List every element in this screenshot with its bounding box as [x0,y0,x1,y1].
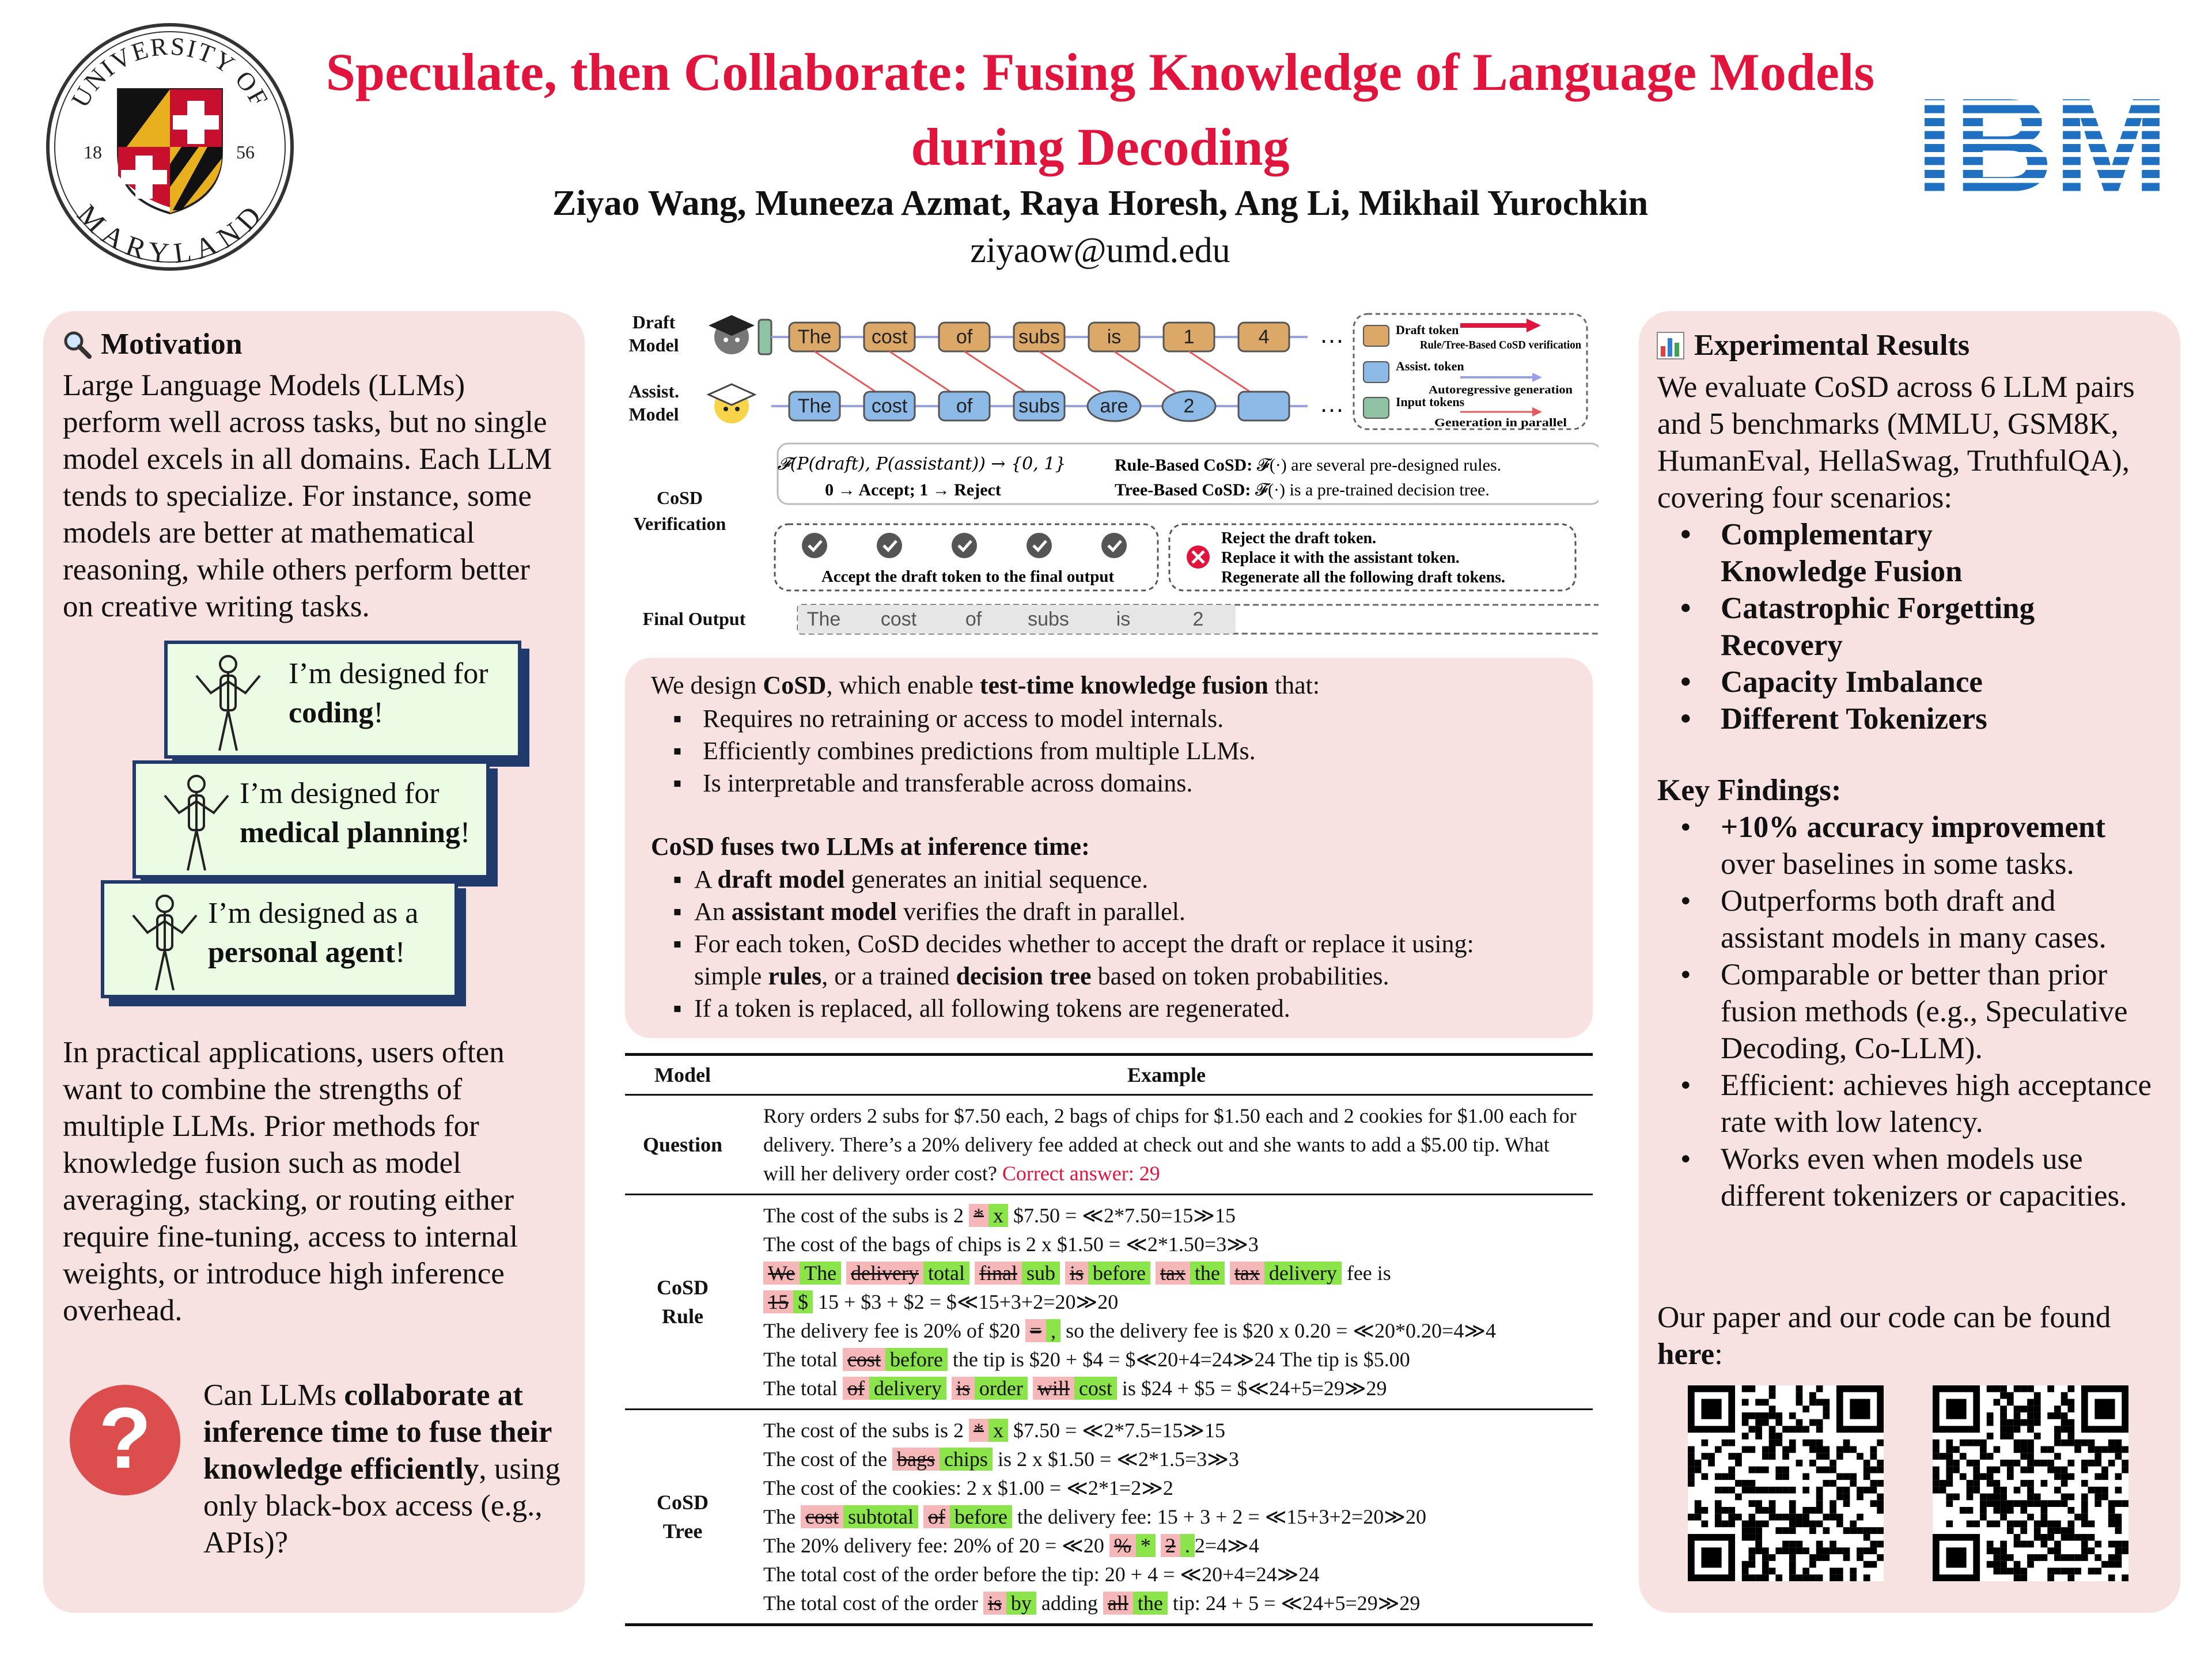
cosd-tree-label: CoSD Tree [625,1410,740,1625]
reject-x-icon [1187,546,1210,569]
results-intro [1657,369,2164,516]
draft-token [1089,323,1139,351]
rule-line: The cost of the bags of chips is 2 x $1.50 = ≪2*1.50=3≫3 [763,1233,1259,1256]
motivation-panel [43,311,585,1613]
design-intro-cosd: CoSD [763,671,827,699]
rule-line: The total of delivery is order will cost is $24 + $5 = $≪24+5=29≫29 [763,1377,1387,1400]
col-model: Model [625,1055,740,1095]
question-row [625,1095,1593,1195]
cosd-rule-row [625,1195,1593,1410]
practical-line: In practical applications, users often [63,1036,505,1069]
design-bullet: ▪ Efficiently combines predictions from multiple LLMs. [651,735,1584,767]
contact-email[interactable]: ziyaow@umd.edu [970,231,1230,270]
legend-verification: Rule/Tree-Based CoSD verification [1420,339,1581,351]
card-specialty: medical planning [240,816,460,849]
final-token: cost [880,608,917,630]
rule-based-text: 𝓕(·) are several pre-designed rules. [1252,456,1502,475]
check-icon [1027,533,1052,558]
specialist-card-agent [101,880,458,998]
reject-line: Replace it with the assistant token. [1221,549,1460,567]
paper-line: Our paper and our code can be found [1657,1301,2111,1334]
assist-token [789,392,840,421]
scenario-item: • Different Tokenizers [1657,700,2164,737]
cosd-rule-example [740,1195,1593,1410]
tree-line: The cost subtotal of before the delivery fee: 15 + 3 + 2 = ≪15+3+2=20≫20 [763,1505,1426,1528]
check-icon [802,533,827,558]
reject-line: Reject the draft token. [1221,529,1377,547]
code-qr-code[interactable] [1933,1385,2128,1581]
finding-item: • +10% accuracy improvement over baselines in some tasks. [1657,809,2164,882]
assist-token [939,392,990,421]
mannequin-icon [147,772,245,876]
practical-line: require fine-tuning, access to internal [63,1220,518,1253]
legend-autoregressive: Autoregressive generation [1429,384,1573,396]
ibm-logo [1912,92,2172,196]
svg-text:The: The [797,395,832,417]
intro-line: reasoning, while others perform better [63,553,530,586]
legend-input: Input tokens [1396,395,1465,409]
svg-text:cost: cost [871,326,908,348]
svg-text:of: of [956,326,973,348]
seal-text-bottom: MARYLAND [71,198,269,270]
card-text: I’m designed for [240,777,440,810]
svg-text:subs: subs [1018,395,1060,417]
svg-text:1: 1 [1183,326,1195,348]
design-bullet: ▪ Is interpretable and transferable across domains. [651,767,1584,800]
card-punct: ! [460,816,471,849]
tree-line: The total cost of the order is by adding all the tip: 24 + 5 = ≪24+5=29≫29 [763,1592,1421,1615]
final-token: of [965,608,982,630]
draft-token [939,323,990,351]
legend-parallel: Generation in parallel [1434,416,1567,429]
assist-model-label-1: Assist. [628,381,680,402]
verification-formula: 𝓕(P(draft), P(assistant)) → {0, 1} [777,454,1066,474]
seal-year-right: 56 [236,142,255,162]
tree-based-label: Tree-Based CoSD: [1115,480,1251,499]
rule-line: The total cost before the tip is $20 + $4 = $≪20+4=24≫24 The tip is $5.00 [763,1348,1410,1371]
mannequin-icon [116,892,214,996]
svg-text:Tree-Based CoSD: 𝓕(·) is a pr [1115,480,1490,499]
draft-token [1238,323,1289,351]
scenario-item: • Complementary Knowledge Fusion [1657,516,2061,590]
tree-line: The cost of the cookies: 2 x $1.00 = ≪2*1=2≫2 [763,1476,1173,1499]
check-icon [877,533,902,558]
cosd-tree-example [740,1410,1593,1625]
svg-text:are: are [1100,395,1128,417]
question-mark-icon [67,1382,183,1498]
formula-mapping: 0 → Accept; 1 → Reject [825,480,1001,499]
specialist-card-coding [164,641,521,759]
draft-model-label-2: Model [628,335,679,355]
fuse-bullet: ▪ An assistant model verifies the draft in parallel. [651,896,1584,928]
svg-text:is: is [1107,326,1122,348]
draft-token [1164,323,1214,351]
rule-based-label: Rule-Based CoSD: [1115,456,1253,475]
practical-line: overhead. [63,1294,183,1327]
assist-token [1014,392,1065,421]
cosd-diagram [625,308,1599,639]
svg-text:2: 2 [1183,395,1195,417]
intro-line: models are better at mathematical [63,516,475,550]
card-punct: ! [395,936,406,969]
question-label: Question [642,1133,723,1156]
specialist-card-medical [132,760,490,878]
card-text: I’m designed as a [208,897,419,930]
fuse-heading: CoSD fuses two LLMs at inference time: [651,832,1090,861]
verification-label-2: Verification [633,513,726,534]
question-pre: Can LLMs [203,1378,344,1412]
question-bold: collaborate at inference time to fuse their knowledge efficiently [203,1378,552,1486]
findings-list [1657,809,2164,1214]
svg-text:cost: cost [871,395,908,417]
svg-text:subs: subs [1018,326,1060,348]
svg-text:4: 4 [1258,326,1270,348]
practical-line: averaging, stacking, or routing either [63,1183,514,1217]
motivation-practical [63,1034,570,1329]
rule-line: We The delivery total final sub is before tax the tax delivery fee is [763,1259,1581,1287]
svg-text:of: of [956,395,973,417]
fuse-bullet: ▪ A draft model generates an initial sequence. [651,863,1584,896]
assist-ellipsis: … [1319,389,1344,418]
rule-line: The delivery fee is 20% of $20 = , so the delivery fee is $20 x 0.20 = ≪20*0.20=4≫4 [763,1319,1497,1342]
design-intro [651,669,1584,702]
seal-text-top: UNIVERSITY OF [66,32,274,112]
draft-token [789,323,840,351]
tree-line: The cost of the bags chips is 2 x $1.50 = ≪2*1.5=3≫3 [763,1448,1239,1471]
assist-token [1238,392,1289,421]
results-intro-line: We evaluate CoSD across 6 LLM pairs [1657,370,2135,404]
accept-text: Accept the draft token to the final output [821,567,1115,586]
design-intro-pre: We design [651,671,763,699]
university-seal [43,20,297,274]
graduate-hat-icon [709,315,755,354]
assist-token [1162,391,1215,421]
check-icon [1101,533,1127,558]
card-specialty: coding [289,696,374,729]
intro-line: Large Language Models (LLMs) [63,369,465,402]
fuse-bullet: ▪ If a token is replaced, all following tokens are regenerated. [651,993,1584,1025]
final-token: The [806,608,841,630]
question-text: Rory orders 2 subs for $7.50 each, 2 bags of chips for $1.50 each and 2 cookies for $1.00 each for delivery. There’s a 20% delivery fee added at check out and she wants to add a $5.00 tip. What will her delivery order cost? [763,1104,1577,1185]
practical-line: weights, or introduce high inference [63,1257,505,1290]
intro-line: on creative writing tasks. [63,590,370,623]
final-token: is [1116,608,1131,630]
example-table [625,1053,1593,1626]
bar-chart-icon [1656,331,1685,360]
practical-line: knowledge fusion such as model [63,1146,461,1180]
intro-line: model excels in all domains. Each LLM [63,442,552,476]
assist-token [1088,391,1141,421]
scenario-item: • Catastrophic Forgetting Recovery [1657,590,2164,664]
motivation-heading-text: Motivation [101,328,243,361]
check-icon [952,533,977,558]
results-intro-line: HumanEval, HellaSwag, TruthfulQA), [1657,444,2130,478]
legend-draft: Draft token [1396,323,1459,337]
draft-ellipsis: … [1319,320,1344,349]
research-question [203,1377,572,1561]
intro-line: tends to specialize. For instance, some [63,479,532,513]
practical-line: multiple LLMs. Prior methods for [63,1109,479,1143]
seal-year-left: 18 [84,142,102,162]
cosd-rule-label: CoSD Rule [625,1195,740,1410]
draft-token [864,323,915,351]
finding-item: • Comparable or better than prior fusion methods (e.g., Speculative Decoding, Co-LLM). [1657,956,2164,1067]
tree-line: The total cost of the order before the tip: 20 + 4 = ≪20+4=24≫24 [763,1563,1320,1586]
motivation-heading [62,327,243,361]
design-intro-post: that: [1268,671,1320,699]
final-token: subs [1028,608,1069,630]
practical-line: want to combine the strengths of [63,1073,463,1106]
correct-answer: Correct answer: 29 [1002,1162,1160,1185]
finding-item: • Efficient: achieves high acceptance rate with low latency. [1657,1067,2164,1141]
reject-line: Regenerate all the following draft tokens. [1221,569,1506,586]
intro-line: perform well across tasks, but no single [63,406,547,439]
final-token: 2 [1192,608,1204,630]
fuse-bullets [651,863,1584,1025]
verification-label-1: CoSD [656,487,703,508]
assist-token-row [771,391,1308,421]
finding-item: • Outperforms both draft and assistant models in many cases. [1657,882,2164,956]
design-panel [625,658,1593,1038]
col-example: Example [740,1055,1593,1095]
scenario-item: • Capacity Imbalance [1657,664,2164,700]
results-heading [1656,328,1969,362]
svg-text:The: The [797,326,832,348]
tree-line: The 20% delivery fee: 20% of 20 = ≪20 % * 2 . 2=4≫4 [763,1534,1259,1557]
card-specialty: personal agent [208,936,395,969]
diagram-legend [1354,314,1587,429]
motivation-intro [63,367,570,625]
assist-model-label-2: Model [628,404,679,425]
assist-token [864,392,915,421]
design-intro-mid: , which enable [826,671,980,699]
svg-text:Rule-Based CoSD: 𝓕(·) are sev [1115,456,1501,475]
here-link[interactable]: here [1657,1338,1715,1371]
paper-code-note: Our paper and our code can be found here: [1657,1299,2164,1373]
magnifier-icon [62,329,93,360]
rule-line: 15 $ 15 + $3 + $2 = $≪15+3+2=20≫20 [763,1287,1581,1316]
author-list: Ziyao Wang, Muneeza Azmat, Raya Horesh, Ang Li, Mikhail Yurochkin [552,184,1649,223]
results-heading-text: Experimental Results [1694,329,1970,362]
cosd-tree-row [625,1410,1593,1625]
tree-based-text: 𝓕(·) is a pre-trained decision tree. [1251,480,1490,499]
tree-line: The cost of the subs is 2 * x $7.50 = ≪2*7.5=15≫15 [763,1419,1225,1442]
results-panel [1639,311,2180,1613]
results-intro-line: covering four scenarios: [1657,481,1953,514]
draft-model-label-1: Draft [632,312,676,332]
legend-assist: Assist. token [1396,359,1464,373]
rule-line: The cost of the subs is 2 * x $7.50 = ≪2*7.50=15≫15 [763,1204,1236,1227]
card-text: I’m designed for [289,657,488,690]
svg-text:?: ? [99,1389,151,1486]
design-bullets [651,703,1584,800]
input-token-block [759,320,771,354]
final-output-label: Final Output [642,608,746,629]
scenario-list [1657,516,2164,737]
student-hat-icon [709,384,755,423]
poster-title: Speculate, then Collaborate: Fusing Knowledge of Language Models during Decoding [325,43,1875,176]
question-post: , using only black-box access (e.g., APIs)? [203,1452,560,1559]
maryland-flag-shield [118,89,222,213]
mannequin-icon [179,653,277,756]
design-intro-fusion: test-time knowledge fusion [979,671,1268,699]
paper-qr-code[interactable] [1688,1385,1884,1581]
results-intro-line: and 5 benchmarks (MMLU, GSM8K, [1657,407,2119,441]
fuse-bullet: ▪ For each token, CoSD decides whether to accept the draft or replace it using: simple rules, or a trained decision tree based on token probabilities. [651,928,1584,993]
card-punct: ! [373,696,384,729]
finding-item: • Works even when models use different tokenizers or capacities. [1657,1141,2164,1214]
design-bullet: ▪ Requires no retraining or access to model internals. [651,703,1584,735]
findings-heading: Key Findings: [1657,774,1842,807]
draft-token [1014,323,1065,351]
draft-token-row [771,323,1308,392]
